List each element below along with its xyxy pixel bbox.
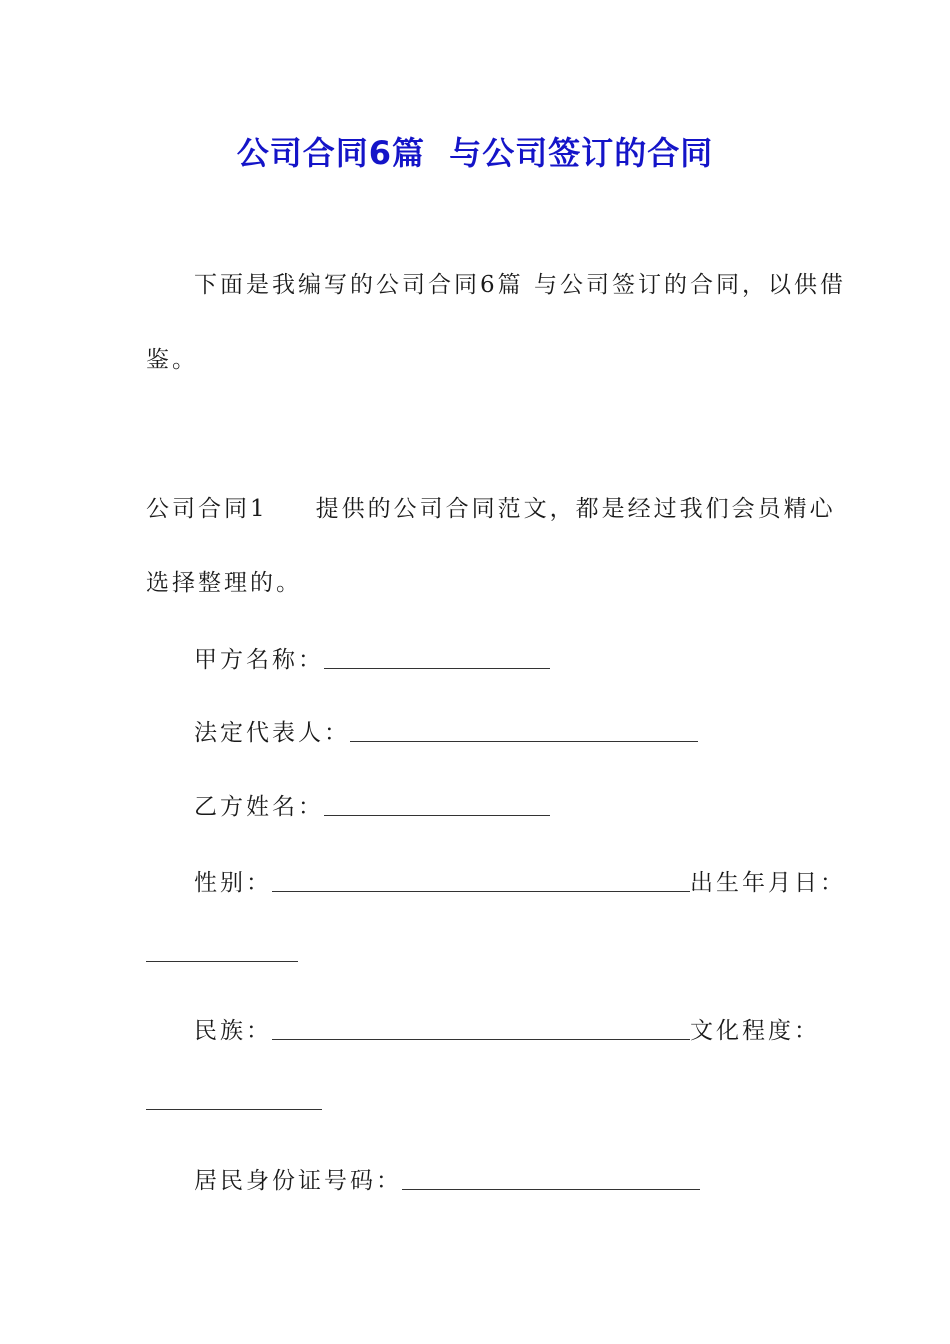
id-number-blank[interactable] (402, 1167, 700, 1190)
birth-date-label: 出生年月日： (690, 870, 846, 896)
party-b-name-label: 乙方姓名： (194, 794, 324, 820)
party-b-name-blank[interactable] (324, 793, 550, 816)
birth-date-blank-line (146, 938, 298, 968)
education-label: 文化程度： (690, 1018, 820, 1044)
ethnicity-label: 民族： (194, 1018, 272, 1044)
legal-rep-field (194, 718, 698, 748)
id-number-field (194, 1166, 700, 1196)
birth-date-blank[interactable] (146, 939, 298, 962)
intro-paragraph-line-2: 鉴。 (146, 347, 198, 373)
ethnicity-blank[interactable] (272, 1017, 690, 1040)
legal-rep-label: 法定代表人： (194, 720, 350, 746)
gender-birth-field (194, 868, 846, 898)
party-b-name-field (194, 792, 550, 822)
party-a-name-field (194, 645, 550, 675)
party-a-name-label: 甲方名称： (194, 647, 324, 673)
education-blank[interactable] (146, 1087, 322, 1110)
ethnicity-education-field (194, 1016, 820, 1046)
education-blank-line (146, 1086, 322, 1116)
section-1-label: 公司合同1 (146, 496, 268, 522)
gender-label: 性别： (194, 870, 272, 896)
section-1-text: 提供的公司合同范文，都是经过我们会员精心 (315, 496, 836, 522)
document-title: 公司合同6篇 与公司签订的合同 (236, 134, 714, 172)
intro-paragraph-line-1: 下面是我编写的公司合同6篇 与公司签订的合同，以供借 (194, 272, 846, 298)
section-1-line-2: 选择整理的。 (146, 570, 302, 596)
party-a-name-blank[interactable] (324, 646, 550, 669)
legal-rep-blank[interactable] (350, 719, 698, 742)
id-number-label: 居民身份证号码： (194, 1168, 402, 1194)
gender-blank[interactable] (272, 869, 690, 892)
section-1-line-1 (146, 494, 836, 524)
